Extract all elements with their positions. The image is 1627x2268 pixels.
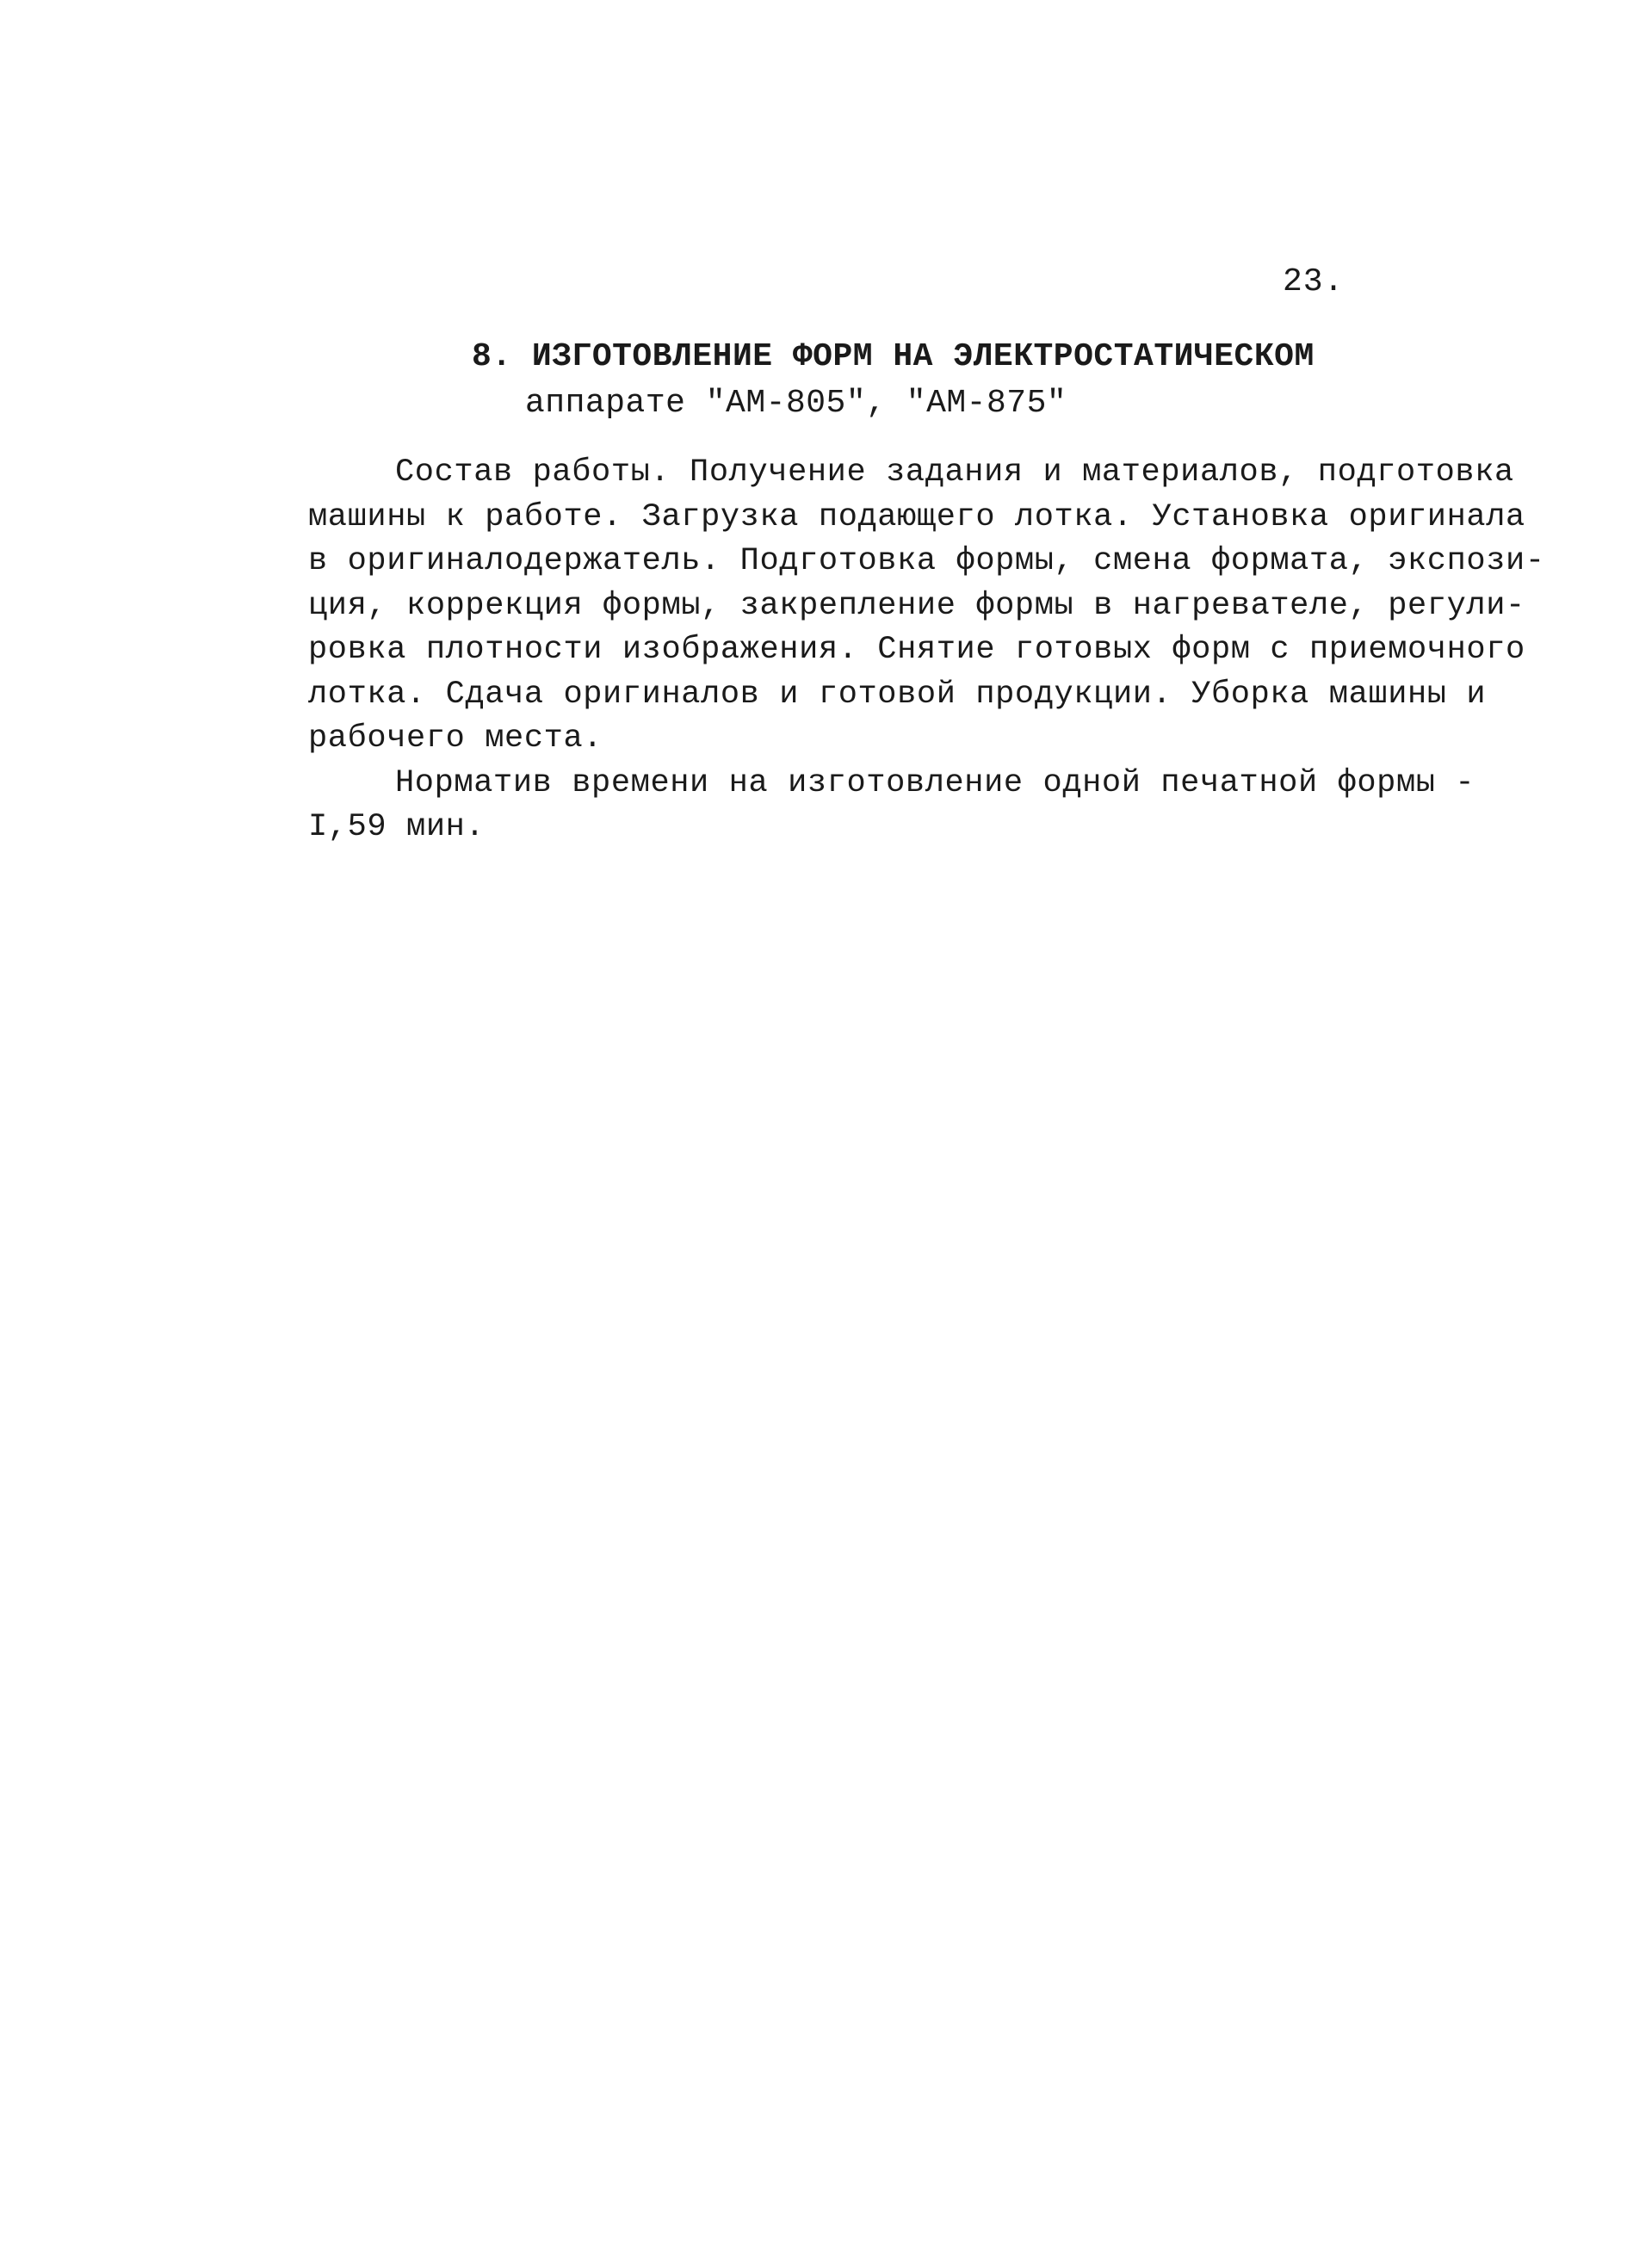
paragraph-1-line: машины к работе. Загрузка подающего лотка. Установка оригинала: [308, 498, 1525, 535]
paragraph-1-line: Состав работы. Получение задания и материалов, подготовка: [395, 454, 1514, 491]
paragraph-1-line: рабочего места.: [308, 720, 603, 757]
paragraph-1-line: лотка. Сдача оригиналов и готовой продукции. Уборка машины и: [308, 676, 1487, 713]
paragraph-1-line: ция, коррекция формы, закрепление формы в нагревателе, регули-: [308, 587, 1525, 624]
page-number: 23.: [1283, 263, 1345, 300]
body-text: [308, 451, 1545, 850]
paragraph-2-line: I,59 мин.: [308, 809, 486, 845]
section-heading: [472, 334, 1419, 427]
paragraph-1-line: ровка плотности изображения. Снятие готовых форм с приемочного: [308, 632, 1525, 668]
paragraph-2-line: Норматив времени на изготовление одной печатной формы -: [395, 764, 1475, 801]
section-heading-line-2: аппарате "АМ-805", "АМ-875": [525, 385, 1067, 422]
paragraph-1-line: в оригиналодержатель. Подготовка формы, смена формата, экспози-: [308, 543, 1545, 579]
section-heading-line-1: 8. ИЗГОТОВЛЕНИЕ ФОРМ НА ЭЛЕКТРОСТАТИЧЕСКОМ: [472, 338, 1315, 375]
